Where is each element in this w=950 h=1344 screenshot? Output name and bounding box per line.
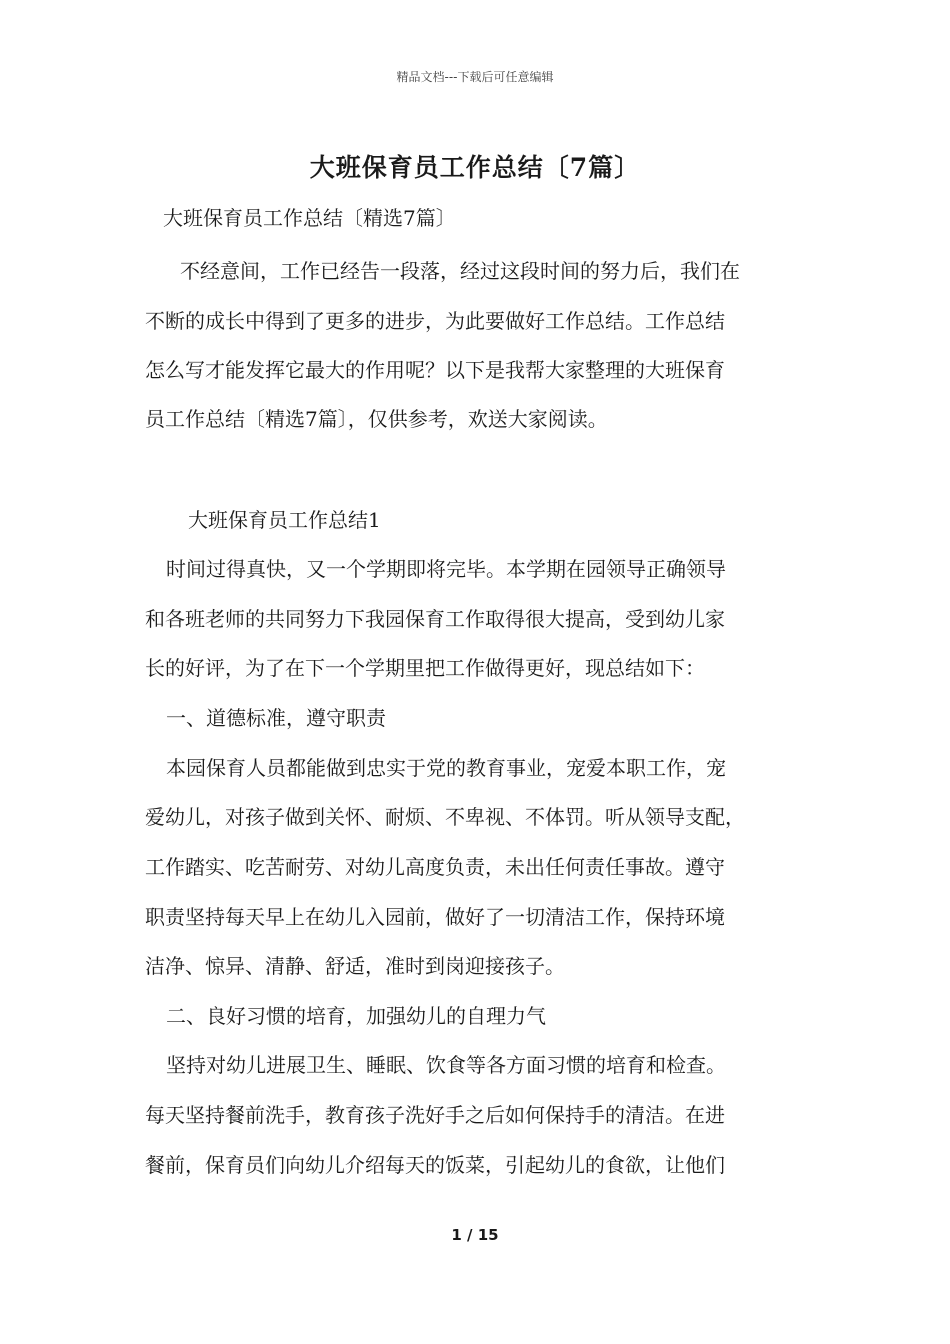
- page-number: 1 / 15: [451, 1226, 499, 1244]
- subheading: 一、道德标准，遵守职责: [166, 706, 386, 730]
- paragraph-line: 长的好评，为了在下一个学期里把工作做得更好，现总结如下：: [145, 656, 705, 680]
- paragraph-line: 洁净、惊异、清静、舒适，准时到岗迎接孩子。: [145, 954, 565, 978]
- paragraph-line: 餐前，保育员们向幼儿介绍每天的饭菜，引起幼儿的食欲，让他们: [145, 1153, 725, 1177]
- intro-line: 怎么写才能发挥它最大的作用呢？以下是我帮大家整理的大班保育: [145, 358, 725, 382]
- paragraph-line: 每天坚持餐前洗手，教育孩子洗好手之后如何保持手的清洁。在进: [145, 1103, 725, 1127]
- document-title: 大班保育员工作总结〔7篇〕: [309, 153, 641, 182]
- section-heading: 大班保育员工作总结1: [188, 508, 381, 532]
- intro-line: 员工作总结〔精选7篇〕，仅供参考，欢送大家阅读。: [145, 407, 608, 431]
- paragraph-line: 职责坚持每天早上在幼儿入园前，做好了一切清洁工作，保持环境: [145, 905, 725, 929]
- intro-line: 不断的成长中得到了更多的进步，为此要做好工作总结。工作总结: [145, 309, 725, 333]
- subheading: 二、良好习惯的培育，加强幼儿的自理力气: [166, 1004, 546, 1028]
- paragraph-line: 本园保育人员都能做到忠实于党的教育事业，宠爱本职工作，宠: [166, 756, 726, 780]
- header-note: 精品文档---下载后可任意编辑: [396, 70, 554, 84]
- intro-line: 不经意间，工作已经告一段落，经过这段时间的努力后，我们在: [180, 259, 740, 283]
- paragraph-line: 坚持对幼儿进展卫生、睡眠、饮食等各方面习惯的培育和检查。: [166, 1053, 726, 1077]
- subtitle: 大班保育员工作总结〔精选7篇〕: [163, 206, 456, 230]
- paragraph-line: 爱幼儿，对孩子做到关怀、耐烦、不卑视、不体罚。听从领导支配，: [145, 805, 745, 829]
- paragraph-line: 时间过得真快，又一个学期即将完毕。本学期在园领导正确领导: [166, 557, 726, 581]
- paragraph-line: 工作踏实、吃苦耐劳、对幼儿高度负责，未出任何责任事故。遵守: [145, 855, 725, 879]
- paragraph-line: 和各班老师的共同努力下我园保育工作取得很大提高，受到幼儿家: [145, 607, 725, 631]
